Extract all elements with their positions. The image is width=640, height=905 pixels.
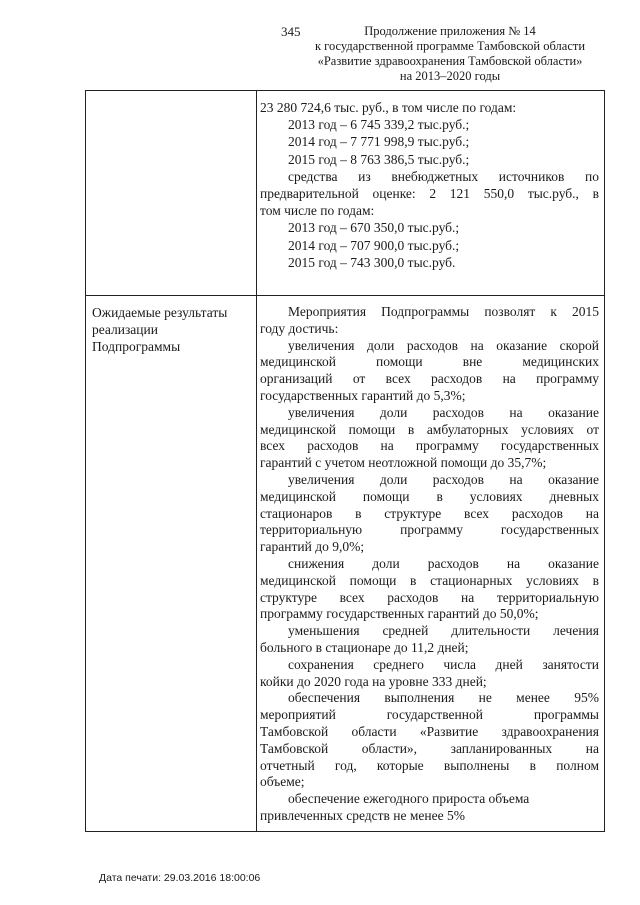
header-line: на 2013–2020 годы bbox=[399, 69, 501, 83]
text-line: объеме; bbox=[260, 774, 305, 790]
text-line: отчетный год, которые выполнены в полном bbox=[260, 757, 599, 773]
result-item bbox=[260, 405, 599, 472]
text-line: организаций от всех расходов на программу bbox=[260, 371, 599, 387]
text-line: койки до 2020 года на уровне 333 дней; bbox=[260, 673, 487, 689]
results-intro bbox=[260, 304, 599, 338]
text-line: увеличения доли расходов на оказание bbox=[288, 471, 599, 487]
text-line: медицинской помощи в амбулаторных условиях от bbox=[260, 421, 599, 437]
extrabudget-line: средства из внебюджетных источников по bbox=[288, 168, 599, 184]
extrabudget-year: 2014 год – 707 900,0 тыс.руб.; bbox=[288, 237, 460, 253]
extrabudget-line: том числе по годам: bbox=[260, 203, 375, 219]
text-line: обеспечения выполнения не менее 95% bbox=[288, 690, 599, 706]
text-line: Тамбовской области «Развитие здравоохранения bbox=[260, 723, 599, 739]
result-item bbox=[260, 338, 599, 405]
text-line: Тамбовской области», запланированных на bbox=[260, 740, 599, 756]
text-line: обеспечение ежегодного прироста объема bbox=[288, 791, 530, 807]
page-number: 345 bbox=[281, 24, 301, 39]
row-label-line: Подпрограммы bbox=[92, 339, 181, 354]
text-line: государственных гарантий до 5,3%; bbox=[260, 387, 466, 403]
financing-total: 23 280 724,6 тыс. руб., в том числе по годам: bbox=[260, 100, 517, 115]
result-item bbox=[260, 690, 599, 791]
text-line: гарантий до 9,0%; bbox=[260, 539, 365, 555]
header-line: Продолжение приложения № 14 bbox=[364, 24, 536, 38]
table-row-results bbox=[86, 296, 604, 831]
extrabudget-year: 2015 год – 743 300,0 тыс.руб. bbox=[288, 254, 456, 270]
text-line: увеличения доли расходов на оказание скорой bbox=[288, 337, 599, 353]
extrabudget-year: 2013 год – 670 350,0 тыс.руб.; bbox=[288, 220, 460, 236]
result-item bbox=[260, 556, 599, 623]
text-line: привлеченных средств не менее 5% bbox=[260, 807, 465, 823]
text-line: медицинской помощи в условиях дневных bbox=[260, 488, 599, 504]
text-line: медицинской помощи вне медицинских bbox=[260, 354, 599, 370]
header-line: «Развитие здравоохранения Тамбовской области» bbox=[317, 54, 583, 68]
result-item bbox=[260, 623, 599, 657]
appendix-header bbox=[300, 24, 600, 84]
row-label-line: Ожидаемые результаты bbox=[92, 305, 228, 320]
text-line: увеличения доли расходов на оказание bbox=[288, 404, 599, 420]
result-item bbox=[260, 657, 599, 691]
text-line: снижения доли расходов на оказание bbox=[288, 555, 599, 571]
text-line: территориальную программу государственных bbox=[260, 522, 599, 538]
row-label-expected-results bbox=[92, 304, 250, 355]
text-line: структуре всех расходов на территориальную bbox=[260, 589, 599, 605]
results-cell bbox=[260, 304, 599, 825]
text-line: всех расходов на программу государственных bbox=[260, 438, 599, 454]
text-line: гарантий с учетом неотложной помощи до 35,7%; bbox=[260, 455, 547, 471]
financing-cell bbox=[260, 99, 599, 271]
result-item bbox=[260, 472, 599, 556]
text-line: программу государственных гарантий до 50,0%; bbox=[260, 606, 539, 622]
text-line: стационаров в структуре всех расходов на bbox=[260, 505, 599, 521]
text-line: больного в стационаре до 11,2 дней; bbox=[260, 639, 469, 655]
financing-year: 2013 год – 6 745 339,2 тыс.руб.; bbox=[288, 117, 470, 133]
text-line: сохранения среднего числа дней занятости bbox=[288, 656, 599, 672]
result-item bbox=[260, 791, 599, 825]
passport-table bbox=[85, 90, 605, 832]
text-line: Мероприятия Подпрограммы позволят к 2015 bbox=[288, 304, 599, 319]
print-date: Дата печати: 29.03.2016 18:00:06 bbox=[99, 872, 261, 884]
extrabudget-line: предварительной оценке: 2 121 550,0 тыс.руб., в bbox=[260, 186, 599, 202]
text-line: уменьшения средней длительности лечения bbox=[288, 623, 599, 639]
financing-year: 2015 год – 8 763 386,5 тыс.руб.; bbox=[288, 151, 470, 167]
text-line: мероприятий государственной программы bbox=[260, 707, 599, 723]
text-line: году достичь: bbox=[260, 320, 339, 336]
text-line: медицинской помощи в стационарных условиях в bbox=[260, 572, 599, 588]
table-row-financing bbox=[86, 91, 604, 296]
header-line: к государственной программе Тамбовской области bbox=[314, 39, 586, 53]
row-label-line: реализации bbox=[92, 322, 158, 337]
financing-year: 2014 год – 7 771 998,9 тыс.руб.; bbox=[288, 134, 470, 150]
